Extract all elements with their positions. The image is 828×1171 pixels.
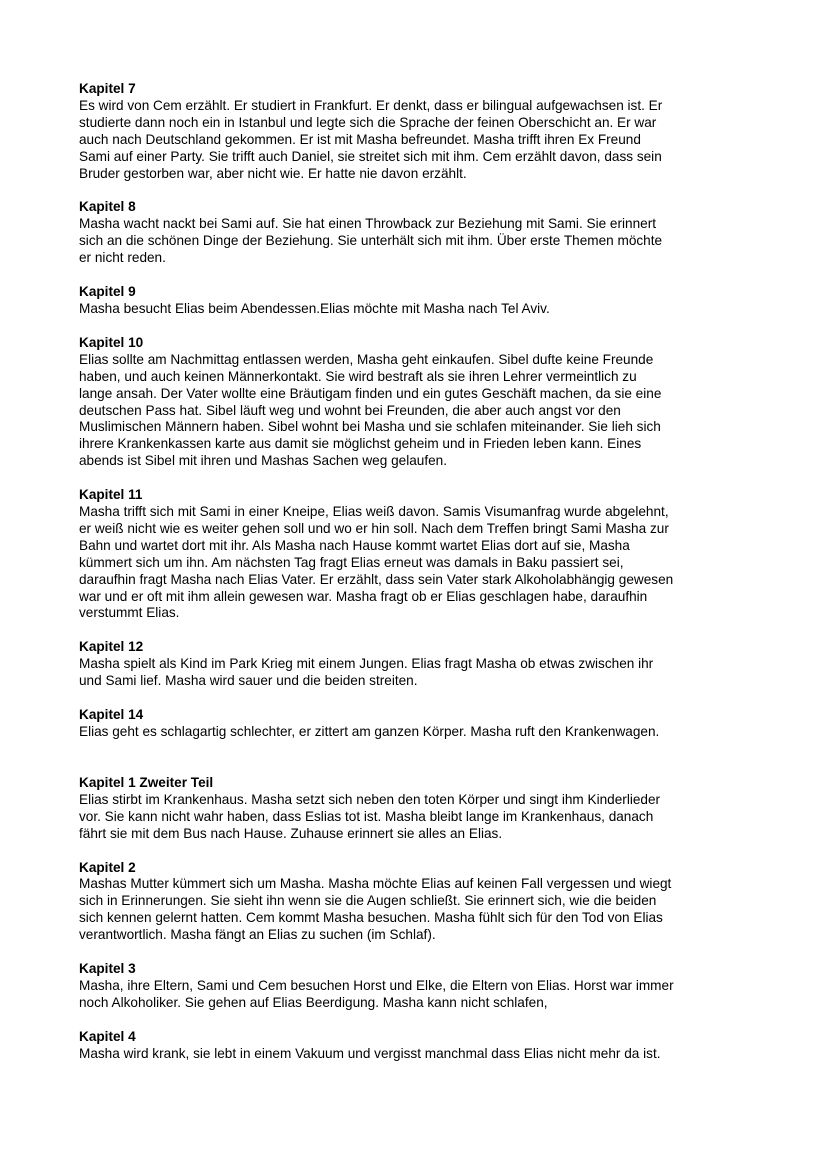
section-heading: Kapitel 3: [79, 961, 136, 977]
text-line: Es wird von Cem erzählt. Er studiert in Frankfurt. Er denkt, dass er bilingual aufgewachsen ist. Er: [79, 97, 663, 113]
text-line: Elias stirbt im Krankenhaus. Masha setzt sich neben den toten Körper und singt ihm Kinderlieder: [79, 791, 661, 807]
section-heading: Kapitel 2: [79, 859, 136, 875]
section-kapitel-8: [79, 199, 779, 267]
text-line: daraufhin fragt Masha nach Elias Vater. Er erzählt, dass sein Vater stark Alkoholabhängig gewesen: [79, 571, 674, 587]
text-line: Bruder gestorben war, aber nicht wie. Er hatte nie davon erzählt.: [79, 165, 467, 181]
section-heading: Kapitel 14: [79, 707, 144, 723]
text-line: sich an die schönen Dinge der Beziehung. Sie unterhält sich mit ihm. Über erste Themen möchte: [79, 233, 663, 249]
section-kapitel-9: [79, 284, 779, 318]
section-heading: Kapitel 8: [79, 199, 136, 215]
text-line: lange ansah. Der Vater wollte eine Bräutigam finden und ein gutes Geschäft machen, da sie eine: [79, 385, 662, 401]
text-line: abends ist Sibel mit ihren und Mashas Sachen weg gelaufen.: [79, 453, 448, 469]
text-line: kümmert sich um ihn. Am nächsten Tag fragt Elias erneut was damals in Baku passiert sei,: [79, 554, 624, 570]
document-page: [79, 81, 779, 1063]
text-line: Bahn und wartet dort mit ihr. Als Masha nach Hause kommt wartet Elias dort auf sie, Masha: [79, 537, 630, 553]
section-kapitel-10: [79, 335, 779, 470]
text-line: Masha wird krank, sie lebt in einem Vakuum und vergisst manchmal dass Elias nicht mehr da ist.: [79, 1045, 661, 1061]
text-line: ihrere Krankenkassen karte aus damit sie möglichst geheim und in Frieden leben kann. Eines: [79, 436, 642, 452]
section-heading: Kapitel 12: [79, 639, 144, 655]
text-line: er weiß nicht wie es weiter gehen soll und wo er hin soll. Nach dem Treffen bringt Sami Masha zur: [79, 520, 669, 536]
text-line: Muslimischen Männern haben. Sibel wohnt bei Masha und sie schlafen miteinander. Sie lieh sich: [79, 419, 661, 435]
text-line: fährt sie mit dem Bus nach Hause. Zuhause erinnert sie alles an Elias.: [79, 825, 503, 841]
section-kapitel-11: [79, 487, 779, 622]
section-kapitel-12: [79, 639, 779, 690]
section-heading: Kapitel 9: [79, 284, 136, 300]
text-line: auch nach Deutschland gekommen. Er ist mit Masha befreundet. Masha trifft ihren Ex Freund: [79, 131, 641, 147]
section-kapitel-4: [79, 1029, 779, 1063]
section-kapitel-14: [79, 707, 779, 741]
section-kapitel-2: [79, 860, 779, 945]
text-line: Masha spielt als Kind im Park Krieg mit einem Jungen. Elias fragt Masha ob etwas zwischen ihr: [79, 656, 654, 672]
text-line: er nicht reden.: [79, 250, 166, 266]
text-line: sich kennen gelernt hatten. Cem kommt Masha besuchen. Masha fühlt sich für den Tod von Elias: [79, 910, 663, 926]
section-kapitel-1-zweiter-teil: [79, 775, 779, 843]
text-line: sich in Erinnerungen. Sie sieht ihn wenn sie die Augen schließt. Sie erinnert sich, wie die beiden: [79, 893, 657, 909]
text-line: Masha trifft sich mit Sami in einer Kneipe, Elias weiß davon. Samis Visumanfrag wurde abgelehnt,: [79, 504, 669, 520]
text-line: noch Alkoholiker. Sie gehen auf Elias Beerdigung. Masha kann nicht schlafen,: [79, 994, 548, 1010]
text-line: haben, und auch keinen Männerkontakt. Sie wird bestraft als sie ihren Lehrer vermeintlich zu: [79, 368, 637, 384]
section-heading: Kapitel 7: [79, 81, 136, 96]
text-line: Elias geht es schlagartig schlechter, er zittert am ganzen Körper. Masha ruft den Krankenwagen.: [79, 724, 660, 739]
text-line: verantwortlich. Masha fängt an Elias zu suchen (im Schlaf).: [79, 927, 436, 943]
text-line: Masha, ihre Eltern, Sami und Cem besuchen Horst und Elke, die Eltern von Elias. Horst war immer: [79, 977, 674, 993]
text-line: studierte dann noch ein in Istanbul und legte sich die Sprache der feinen Oberschicht an. Er war: [79, 114, 657, 130]
text-line: und Sami lief. Masha wird sauer und die beiden streiten.: [79, 673, 418, 689]
text-line: deutschen Pass hat. Sibel läuft weg und wohnt bei Freunden, die aber auch angst vor den: [79, 402, 621, 418]
text-line: Sami auf einer Party. Sie trifft auch Daniel, sie streitet sich mit ihm. Cem erzählt davon, dass sein: [79, 148, 662, 164]
text-line: Masha wacht nackt bei Sami auf. Sie hat einen Throwback zur Beziehung mit Sami. Sie erinnert: [79, 216, 657, 232]
section-heading: Kapitel 4: [79, 1028, 136, 1044]
section-heading: Kapitel 1 Zweiter Teil: [79, 774, 214, 790]
text-line: Masha besucht Elias beim Abendessen.Elias möchte mit Masha nach Tel Aviv.: [79, 300, 550, 316]
text-line: vor. Sie kann nicht wahr haben, dass Eslias tot ist. Masha bleibt lange im Krankenhaus, danach: [79, 808, 654, 824]
text-line: verstummt Elias.: [79, 605, 180, 621]
text-line: Mashas Mutter kümmert sich um Masha. Masha möchte Elias auf keinen Fall vergessen und wiegt: [79, 876, 672, 892]
section-heading: Kapitel 10: [79, 334, 144, 350]
text-line: Elias sollte am Nachmittag entlassen werden, Masha geht einkaufen. Sibel dufte keine Freunde: [79, 351, 654, 367]
section-kapitel-7: [79, 81, 779, 182]
section-heading: Kapitel 11: [79, 487, 143, 503]
section-kapitel-3: [79, 961, 779, 1012]
text-line: war und er oft mit ihm allein gewesen war. Masha fragt ob er Elias geschlagen habe, daraufhin: [79, 588, 648, 604]
